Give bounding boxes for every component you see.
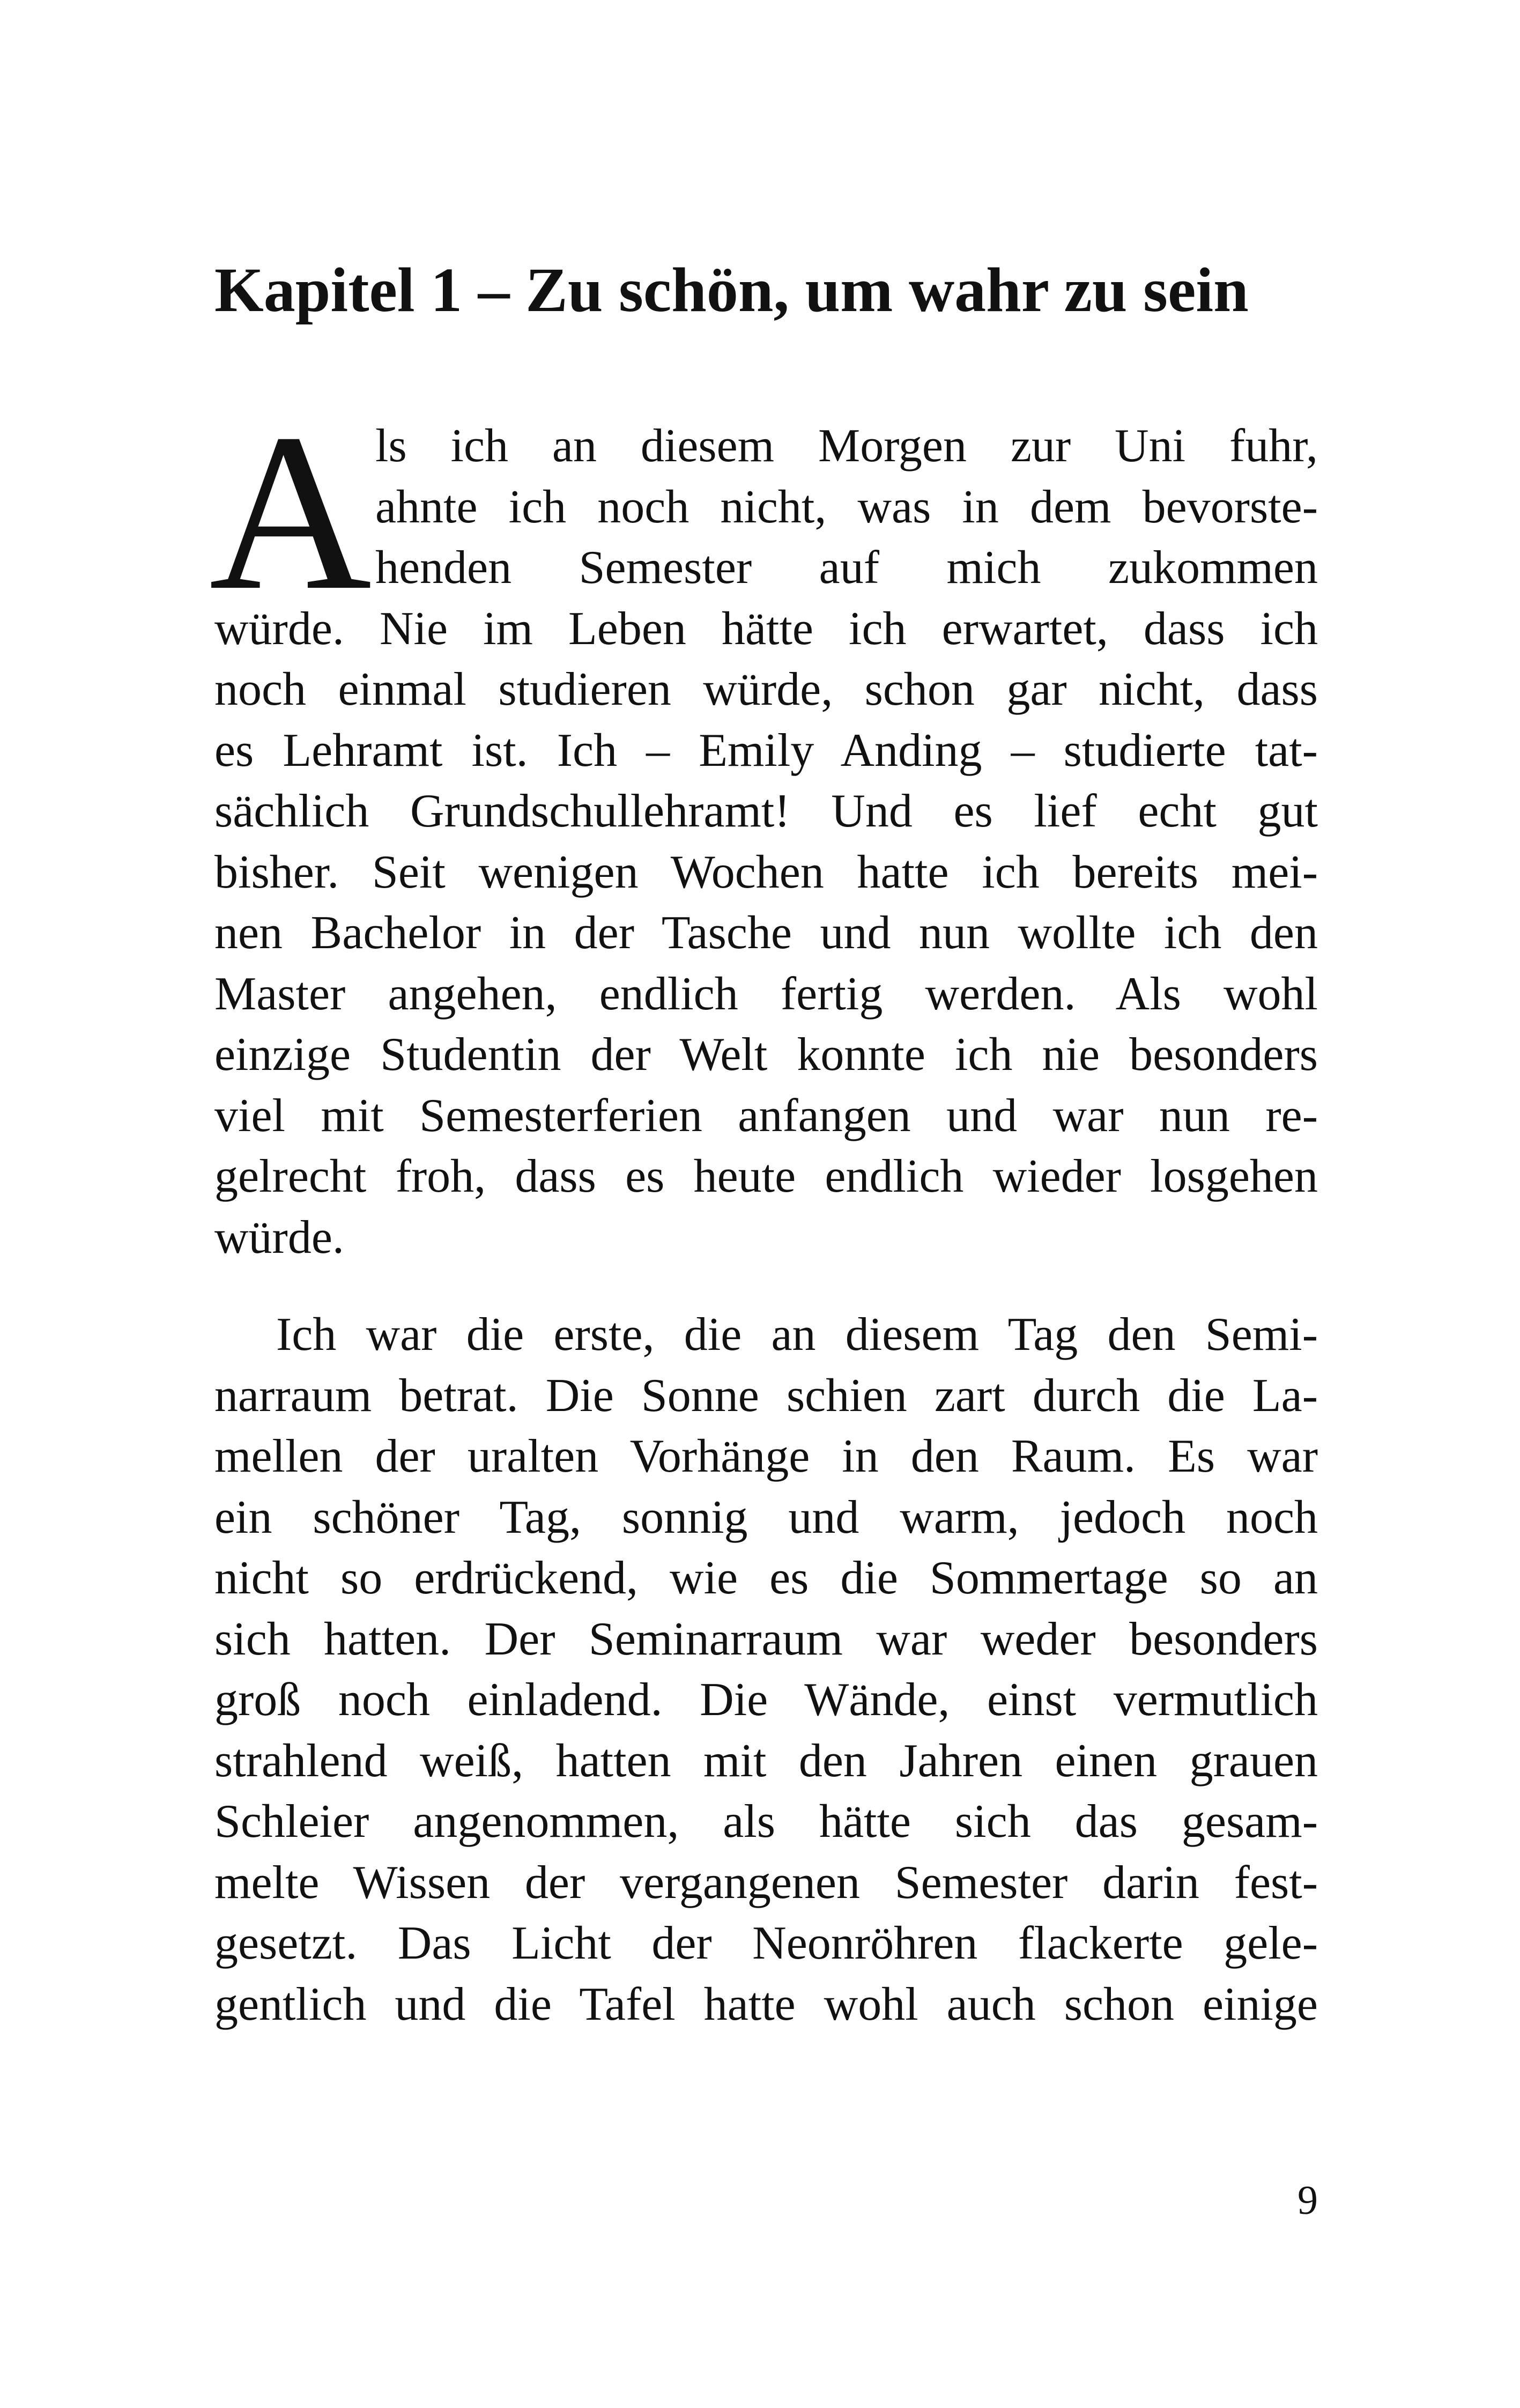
text-line: henden Semester auf mich zukommen <box>375 542 1318 594</box>
text-line: groß noch einladend. Die Wände, einst vermutlich <box>214 1674 1318 1726</box>
text-line: ls ich an diesem Morgen zur Uni fuhr, <box>375 420 1318 472</box>
paragraph-2 <box>214 1304 1318 2035</box>
text-line: sächlich Grundschullehramt! Und es lief echt gut <box>214 785 1318 837</box>
text-line: bisher. Seit wenigen Wochen hatte ich bereits mei- <box>214 846 1318 898</box>
text-line: nicht so erdrückend, wie es die Sommertage so an <box>214 1552 1318 1604</box>
paragraph-spacer <box>214 1268 1318 1304</box>
body-text <box>209 387 1318 2035</box>
text-line: melte Wissen der vergangenen Semester darin fest- <box>214 1856 1318 1909</box>
text-line: würde. <box>214 1211 344 1264</box>
text-line: einzige Studentin der Welt konnte ich nie besonders <box>214 1029 1318 1081</box>
text-line: es Lehramt ist. Ich – Emily Anding – studierte tat- <box>214 724 1318 777</box>
paragraph-1 <box>209 387 1318 1268</box>
text-line: viel mit Semesterferien anfangen und war nun re- <box>214 1089 1318 1142</box>
text-line: Ich war die erste, die an diesem Tag den Semi- <box>276 1309 1318 1361</box>
chapter-title: Kapitel 1 – Zu schön, um wahr zu sein <box>214 255 1249 325</box>
page-number: 9 <box>1297 2178 1318 2223</box>
text-line: würde. Nie im Leben hätte ich erwartet, dass ich <box>214 602 1318 655</box>
text-line: ahnte ich noch nicht, was in dem bevorste- <box>375 481 1318 533</box>
text-line: gentlich und die Tafel hatte wohl auch schon einige <box>214 1978 1318 2030</box>
text-line: Master angehen, endlich fertig werden. Als wohl <box>214 967 1318 1020</box>
drop-cap: A <box>209 387 372 637</box>
text-line: strahlend weiß, hatten mit den Jahren einen grauen <box>214 1734 1318 1787</box>
text-line: gesetzt. Das Licht der Neonröhren flackerte gele- <box>214 1917 1318 1969</box>
text-line: narraum betrat. Die Sonne schien zart durch die La- <box>214 1369 1318 1422</box>
text-line: mellen der uralten Vorhänge in den Raum. Es war <box>214 1430 1318 1482</box>
text-line: gelrecht froh, dass es heute endlich wieder losgehen <box>214 1150 1318 1202</box>
text-line: ein schöner Tag, sonnig und warm, jedoch noch <box>214 1491 1318 1543</box>
text-line: Schleier angenommen, als hätte sich das gesam- <box>214 1796 1318 1848</box>
text-line: sich hatten. Der Seminarraum war weder besonders <box>214 1613 1318 1665</box>
text-line: nen Bachelor in der Tasche und nun wollte ich den <box>214 907 1318 959</box>
text-line: noch einmal studieren würde, schon gar nicht, dass <box>214 663 1318 715</box>
